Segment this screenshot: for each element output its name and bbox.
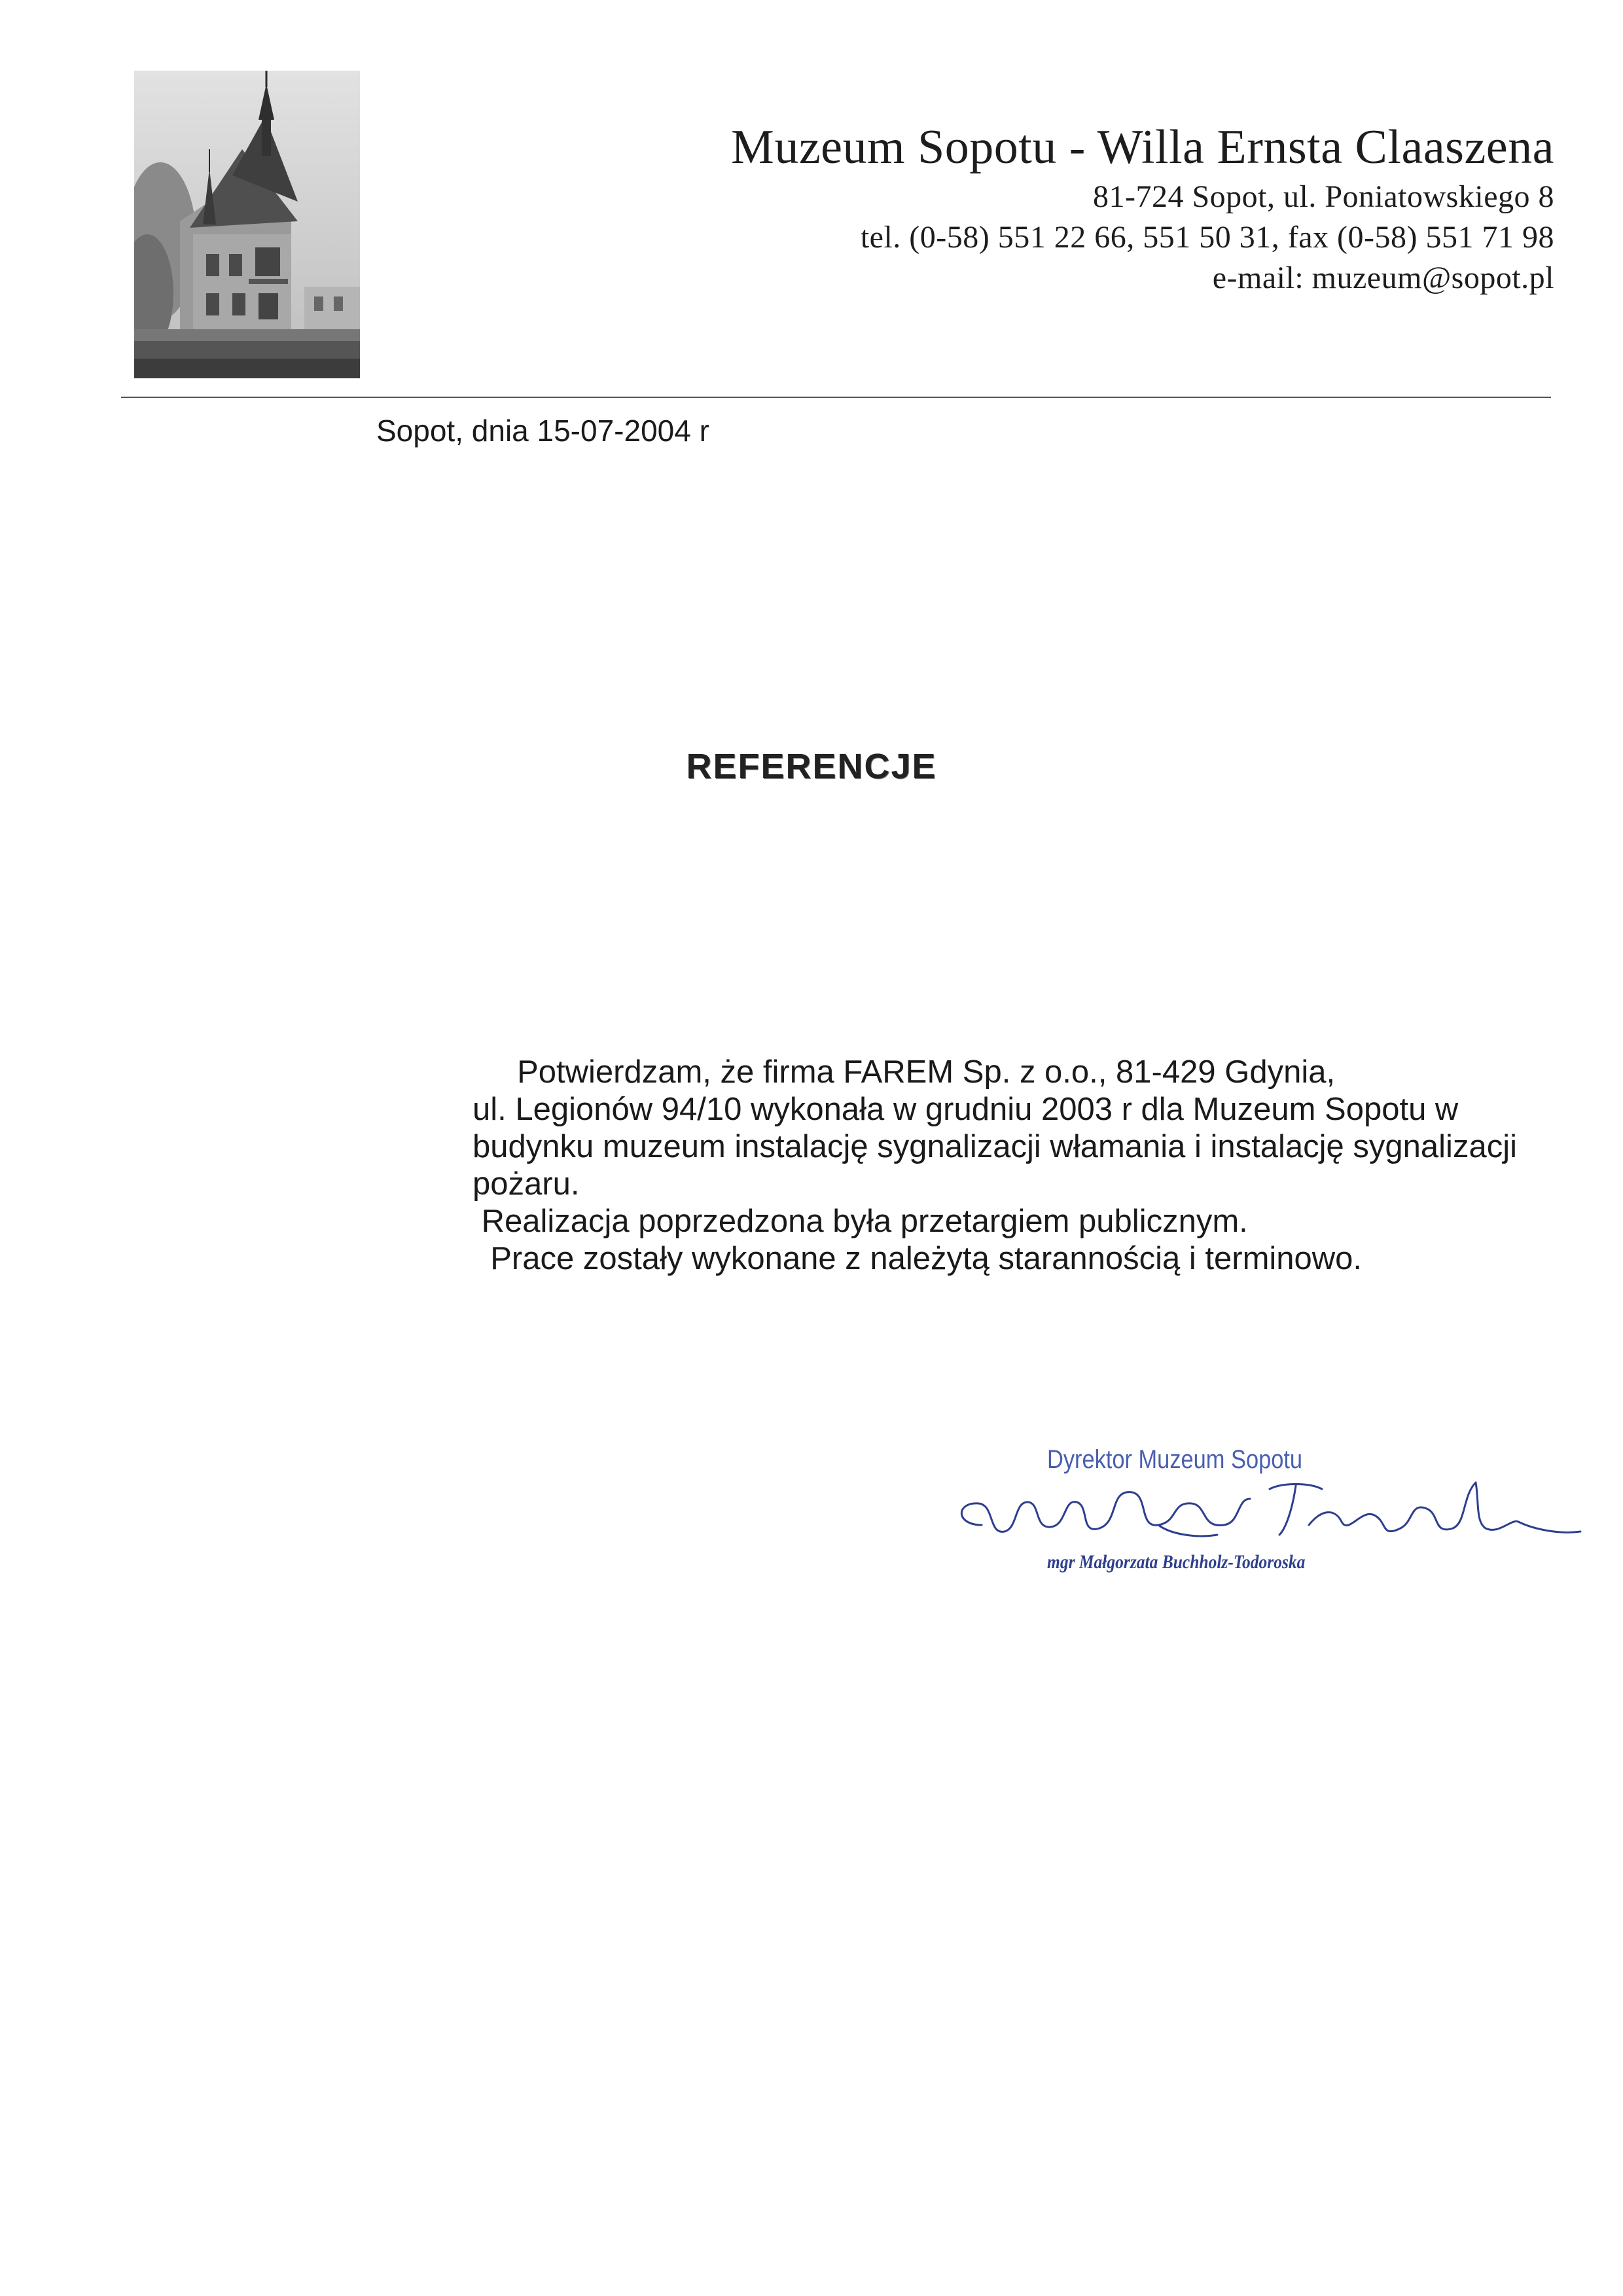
date-line: Sopot, dnia 15-07-2004 r — [376, 414, 709, 448]
body-line: ul. Legionów 94/10 wykonała w grudniu 2003 r dla Muzeum Sopotu w — [473, 1092, 1459, 1127]
body-line: budynku muzeum instalację sygnalizacji włamania i instalację sygnalizacji — [473, 1129, 1517, 1164]
museum-name: Muzeum Sopotu - Willa Ernsta Claaszena — [731, 120, 1554, 174]
signature-block — [942, 1443, 1584, 1587]
body-line: Prace zostały wykonane z należytą starannością i terminowo. — [473, 1241, 1363, 1276]
body-line: pożaru. — [473, 1166, 580, 1202]
museum-address: 81-724 Sopot, ul. Poniatowskiego 8 — [1092, 179, 1554, 214]
body-line: Potwierdzam, że firma FAREM Sp. z o.o., 81-429 Gdynia, — [473, 1054, 1336, 1090]
letterhead — [638, 118, 1554, 298]
villa-photo — [134, 71, 360, 378]
body-line: Realizacja poprzedzona była przetargiem publicznym. — [473, 1204, 1248, 1239]
header-divider — [121, 397, 1551, 398]
document-title: REFERENCJE — [686, 747, 937, 786]
stamp-name: mgr Małgorzata Buchholz-Todoroska — [1047, 1551, 1306, 1573]
museum-phone: tel. (0-58) 551 22 66, 551 50 31, fax (0-58) 551 71 98 — [860, 220, 1554, 255]
stamp-title: Dyrektor Muzeum Sopotu — [1047, 1445, 1303, 1474]
handwritten-signature — [942, 1463, 1584, 1561]
letter-body — [473, 1054, 1572, 1278]
museum-email: e-mail: muzeum@sopot.pl — [1212, 260, 1554, 295]
